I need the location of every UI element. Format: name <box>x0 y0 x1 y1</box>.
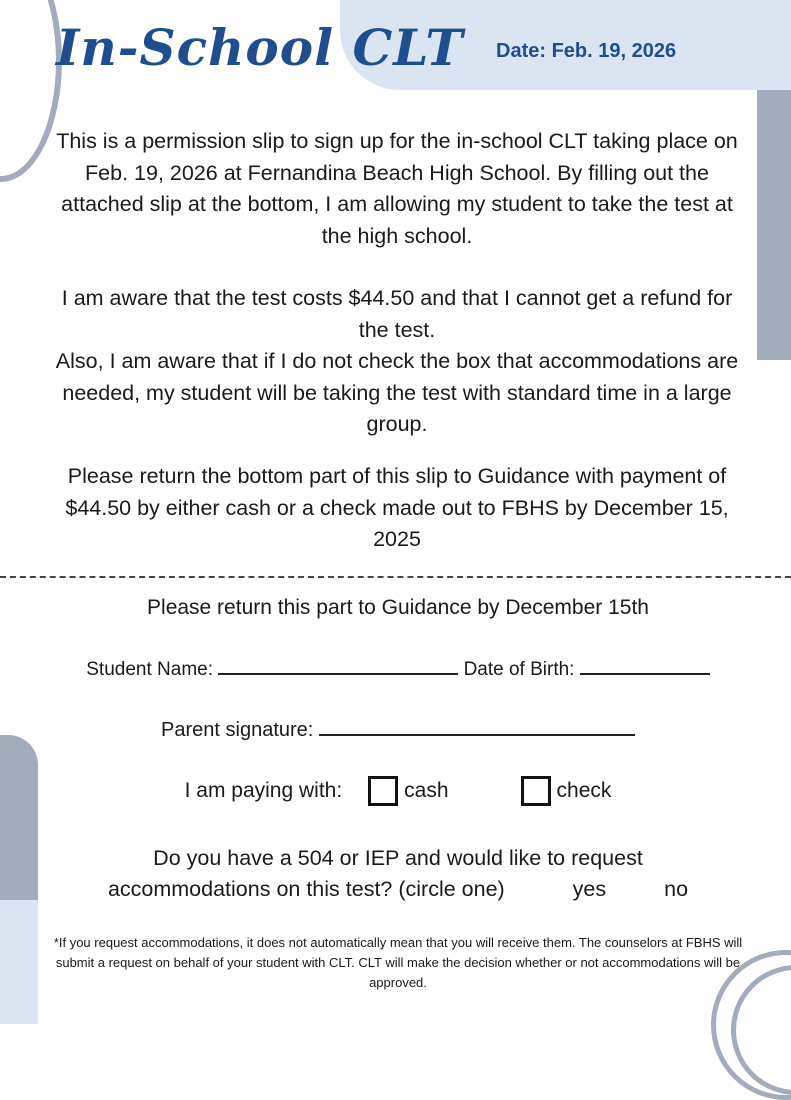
answer-yes[interactable]: yes <box>572 877 607 901</box>
question-line-2-text: accommodations on this test? (circle one) <box>107 877 505 901</box>
payment-method-row <box>40 776 756 806</box>
decor-band-right-cap <box>757 0 791 90</box>
accommodations-question <box>40 843 756 905</box>
accommodations-statement: Also, I am aware that if I do not check the box that accommodations are needed, my student will be taking the test with standard time in a large group. <box>55 349 739 436</box>
decor-shape-left-bottom-light <box>0 900 38 1024</box>
paying-label: I am paying with: <box>184 779 343 802</box>
student-info-row <box>40 657 756 681</box>
parent-signature-label: Parent signature: <box>161 719 314 741</box>
student-name-label: Student Name: <box>86 659 213 680</box>
slip-return-note: Please return this part to Guidance by December 15th <box>147 596 649 619</box>
question-line-2 <box>40 874 756 905</box>
awareness-paragraph <box>44 283 750 441</box>
check-checkbox[interactable] <box>521 776 551 806</box>
cut-line-divider <box>0 576 791 578</box>
answer-no[interactable]: no <box>664 877 689 901</box>
event-date: Date: Feb. 19, 2026 <box>496 40 677 62</box>
parent-signature-field[interactable] <box>319 718 635 736</box>
student-name-field[interactable] <box>218 657 458 675</box>
cash-option-label: cash <box>404 779 449 802</box>
intro-paragraph: This is a permission slip to sign up for the in-school CLT taking place on Feb. 19, 2026 at Fernandina Beach High School. By filling out the attached slip at the bottom, I am allowing my student to take the test at the high school. <box>56 129 738 248</box>
return-instructions: Please return the bottom part of this slip to Guidance with payment of $44.50 by either cash or a check made out to FBHS by December 15, 2025 <box>65 464 729 551</box>
dob-label: Date of Birth: <box>463 659 575 680</box>
decor-shape-left-bottom <box>0 735 38 905</box>
refund-statement: I am aware that the test costs $44.50 and that I cannot get a refund for the test. <box>61 286 733 342</box>
check-option-label: check <box>556 779 612 802</box>
page-title: In-School CLT <box>56 18 464 77</box>
cash-checkbox[interactable] <box>368 776 398 806</box>
accommodations-footnote: *If you request accommodations, it does not automatically mean that you will receive them. The counselors at FBHS will submit a request on behalf of your student with CLT. CLT will make the decision whether or not accommodations will be approved. <box>53 935 743 990</box>
question-line-1: Do you have a 504 or IEP and would like to request <box>153 846 643 870</box>
parent-signature-row <box>40 718 756 742</box>
dob-field[interactable] <box>580 657 710 675</box>
